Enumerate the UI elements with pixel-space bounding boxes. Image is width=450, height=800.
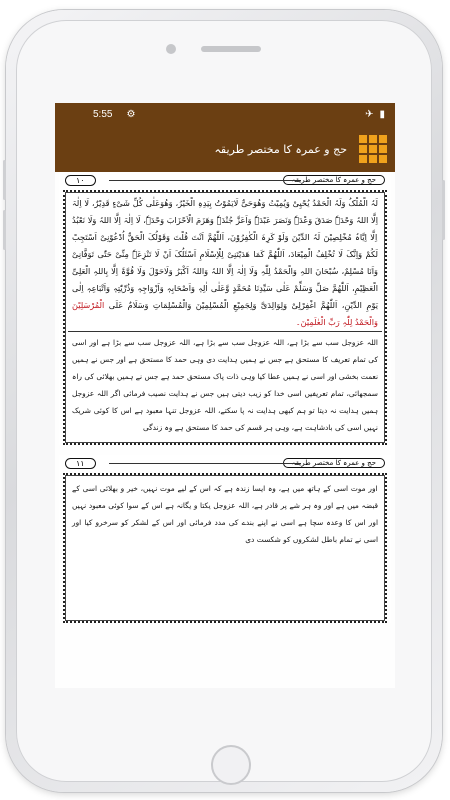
urdu-line: نے ہمیں بھلائی کی راہ سمجھائی، تمام تعریفیں اسی خدا کو زیب دیتی ہیں جس نے ہدایت [72, 372, 378, 398]
urdu-line: ہے اور اسی کی تمام تعریف کا مستحق ہے جس نے ہمیں ہدایت دی وہی حمد کا مستحق ہے اور [72, 338, 378, 364]
arabic-dua-text [68, 195, 382, 332]
arabic-line: الدِّیْنِ، اَللّٰھُمَّ اغْفِرْلِیْ وَلِوَالِدَیَّ وَلِجَمِیْعِ الْمُسْلِمِیْنَ وَالْمُسْلِمَاتِ وَسَلَامٌ عَلَی [104, 300, 362, 310]
urdu-line: قبضہ میں ہے اور وہ ہر شے پر قادر ہے، اللہ عزوجل یکتا و یگانہ ہے اس کے سوا کوئی معبود نہیں اور اس کا [72, 501, 378, 527]
earpiece-speaker [201, 46, 261, 52]
urdu-line: تنہا معبود ہے اس کا کوئی شریک نہیں اسی کی بادشاہت ہے، وہی ہر قسم کی حمد کا مستحق ہے وہ زندگی [72, 406, 378, 432]
page-header [59, 455, 391, 471]
urdu-translation-text [68, 332, 382, 440]
status-bar [55, 103, 395, 126]
arabic-line: لَکُمْ وَاِنَّکَ لَا تُخْلِفُ الْمِیْعَادَ، اَللّٰھُمَّ کَمَا ھَدَیْتَنِیْ لِلْاِسْلَامِ اَسْئَلُکَ اَنْ لَا [151, 249, 378, 259]
settings-status-icon: ⚙ [126, 109, 136, 120]
page-border [63, 473, 387, 623]
page-running-title: حج و عمرہ کا مختصر طریقہ [283, 458, 385, 468]
arabic-line: الْمُرْسَلِیْنَ وَالْحَمْدُ لِلّٰہِ رَبِّ الْعٰلَمِیْنَ۔ [72, 300, 378, 327]
volume-down-button [3, 210, 6, 250]
page-border [63, 190, 387, 445]
page-header [59, 172, 391, 188]
urdu-line: نصیب فرمائی اگر اللہ عزوجل ہمیں ہدایت نہ دیتا تو ہم کبھی ہدایت نہ پا سکتے، اللہ عزوجل [72, 389, 378, 415]
arabic-line: الدِّیْنَ وَلَوْ کَرِہَ الْکٰفِرُوْنَ، اَللّٰھُمَّ اَنْتَ قُلْتَ وَقَوْلُکَ الْحَقُّ اُدْعُوْنِیْ اَسْتَجِبْ [72, 232, 310, 242]
arabic-line: کُلِّ شَیْءٍ قَدِیْرٌ، لَا اِلٰہَ اِلَّا اللہُ وَحْدَہٗ صَدَقَ وَعْدَہٗ وَنَصَرَ عَبْدَہٗ وَاَعَزَّ [72, 198, 378, 225]
app-bar [55, 126, 395, 172]
volume-up-button [3, 160, 6, 200]
arabic-line: جُنْدَہٗ وَھَزَمَ الْاَحْزَابَ وَحْدَہٗ، لَا اِلٰہَ اِلَّا اللہُ وَلَا نَعْبُدُ اِلَّا اِیَّاہُ مُخْلِصِیْنَ لَہُ [72, 215, 378, 242]
page-number: ١١ [65, 458, 96, 469]
page-number: ١٠ [65, 175, 96, 186]
battery-icon: ▮ [379, 109, 385, 120]
power-button [442, 180, 445, 240]
home-button[interactable] [211, 745, 251, 785]
grid-menu-icon[interactable] [359, 135, 387, 163]
phone-screen [55, 103, 395, 688]
urdu-line: جس نے ہمیں نعمت بخشی اور اسی نے ہمیں عطا کیا وہی ذات پاک مستحق حمد ہے جس [72, 355, 379, 381]
book-page-viewer[interactable] [55, 172, 395, 688]
app-title: حج و عمرہ کا مختصر طریقہ [214, 142, 347, 156]
arabic-line: اللہُ وَاللہُ اَکْبَرُ وَلَاحَوْلَ وَلَا قُوَّۃَ اِلَّا بِاللہِ الْعَلِیِّ الْعَظِیْمِ، اَللّٰھُمَّ صَلِّ وَسَلِّمْ [72, 266, 378, 293]
book-page-10 [59, 172, 391, 445]
urdu-line: اور موت اسی کے ہاتھ میں ہے، وہ ایسا زندہ ہے کہ اس کے لیے موت نہیں، خیر و بھلائی اسی کے [72, 484, 378, 493]
page-running-title: حج و عمرہ کا مختصر طریقہ [283, 175, 385, 185]
urdu-line: لشکروں کو شکست دی [245, 535, 319, 544]
arabic-line: لَہُ الْمُلْکُ وَلَہُ الْحَمْدُ یُحْیِیْ وَیُمِیْتُ وَھُوَحَیٌّ لَایَمُوْتُ بِیَدِہِ الْخَیْرُ، وَھُوَعَلٰی [142, 198, 378, 208]
arabic-line: تَنْزِعَہٗ مِنِّیْ حَتّٰی تَوَفَّانِیْ وَاَنَا مُسْلِمٌ، سُبْحَانَ اللہِ وَالْحَمْدُ لِلّٰہِ وَلَا اِلٰہَ اِلَّا [72, 249, 378, 276]
urdu-line: وعدہ سچا ہے اسی نے اپنے بندے کی مدد فرمائی اور اس کے لشکر کو سرخرو کیا اور اسی نے تمام باطل [72, 518, 378, 544]
front-camera [166, 44, 176, 54]
status-time: 5:55 [93, 109, 113, 120]
urdu-line: اللہ عزوجل سب سے بڑا ہے، اللہ عزوجل سب سے بڑا ہے، اللہ عزوجل سب سے بڑا [110, 338, 378, 347]
arabic-line: عَلٰی سَیِّدِنَا مُحَمَّدٍ وَّعَلٰی اٰلِہٖ وَاَصْحَابِہٖ وَاَزْوَاجِہٖ وَذُرِّیّٰتِہٖ وَاَتْبَاعِہٖ اِلٰی یَوْمِ [72, 283, 378, 310]
book-page-11 [59, 455, 391, 623]
airplane-mode-icon: ✈ [365, 109, 374, 120]
urdu-translation-text [68, 478, 382, 552]
